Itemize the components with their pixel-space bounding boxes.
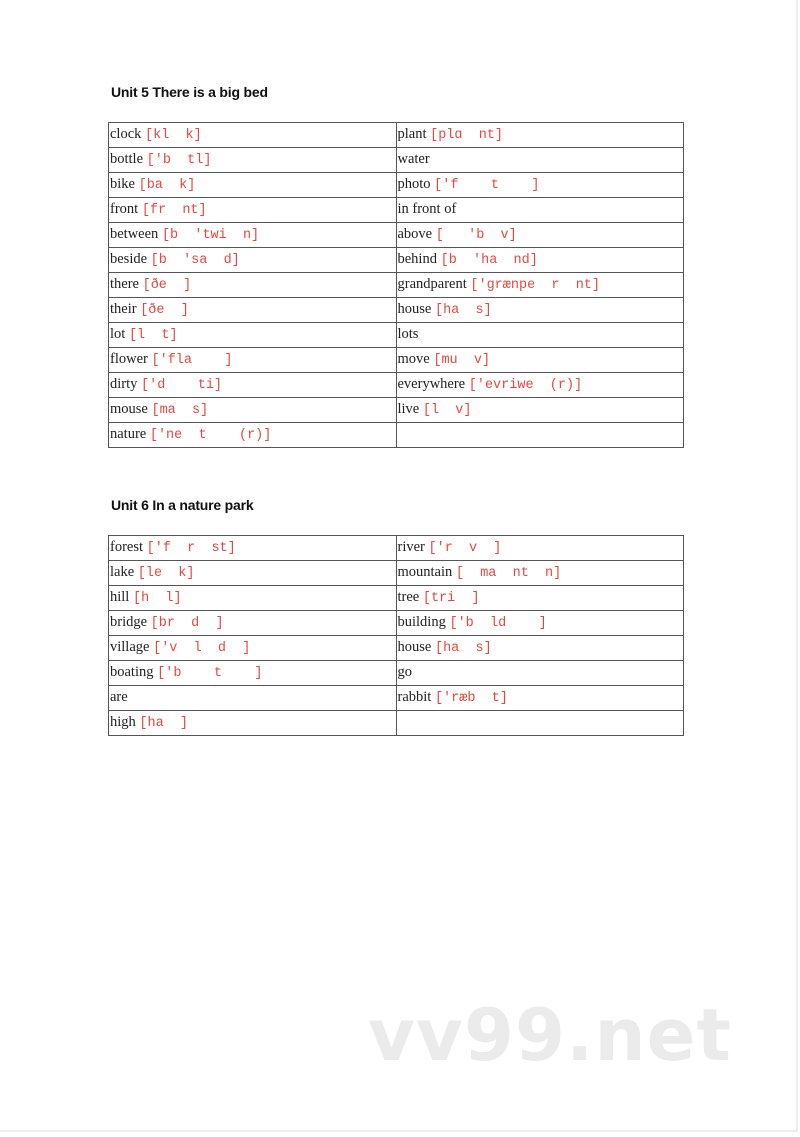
- vocab-word: building: [397, 614, 450, 630]
- vocab-cell: [109, 223, 397, 248]
- vocab-word: move: [397, 351, 434, 367]
- vocab-cell: [109, 373, 397, 398]
- table-row: [109, 636, 684, 661]
- vocab-word: go: [397, 664, 412, 680]
- vocab-cell: [396, 148, 684, 173]
- vocab-word: house: [397, 301, 435, 317]
- unit-5-title: Unit 5 There is a big bed: [111, 84, 268, 100]
- vocab-cell: [396, 373, 684, 398]
- table-row: [109, 298, 684, 323]
- unit-5-table-body: [109, 123, 684, 448]
- vocab-cell: [396, 298, 684, 323]
- vocab-phonetic: [le k]: [137, 566, 195, 581]
- unit-6-vocab-table: [108, 535, 684, 736]
- table-row: [109, 561, 684, 586]
- vocab-phonetic: ['b ld ]: [449, 616, 547, 631]
- vocab-phonetic: [ðe ]: [140, 303, 189, 318]
- vocab-phonetic: [b 'sa d]: [150, 253, 240, 268]
- vocab-word: boating: [110, 664, 158, 680]
- vocab-phonetic: [ma s]: [151, 403, 209, 418]
- vocab-cell: [396, 398, 684, 423]
- vocab-phonetic: [ ma nt n]: [455, 566, 562, 581]
- vocab-word: water: [397, 151, 430, 167]
- vocab-phonetic: [l t]: [128, 328, 178, 343]
- vocab-cell: [396, 273, 684, 298]
- vocab-word: behind: [397, 251, 441, 267]
- vocab-phonetic: ['r v ]: [428, 541, 502, 556]
- vocab-phonetic: [ðe ]: [142, 278, 192, 293]
- vocab-cell: [396, 123, 684, 148]
- vocab-cell: [396, 198, 684, 223]
- vocab-word: above: [397, 226, 436, 242]
- vocab-phonetic: ['v l d ]: [153, 641, 251, 656]
- vocab-cell: [396, 586, 684, 611]
- table-row: [109, 198, 684, 223]
- vocab-phonetic: [b 'ha nd]: [440, 253, 538, 268]
- vocab-word: hill: [110, 589, 133, 605]
- table-row: [109, 423, 684, 448]
- vocab-phonetic: ['f t ]: [434, 178, 540, 193]
- vocab-word: lots: [397, 326, 419, 342]
- vocab-phonetic: ['ne t (r)]: [149, 428, 272, 443]
- vocab-cell: [109, 711, 397, 736]
- table-row: [109, 398, 684, 423]
- vocab-phonetic: ['grænpe r nt]: [470, 278, 600, 293]
- vocab-cell: [396, 561, 684, 586]
- vocab-phonetic: [ba k]: [138, 178, 196, 193]
- vocab-phonetic: [ 'b v]: [435, 228, 517, 243]
- table-row: [109, 348, 684, 373]
- vocab-word: nature: [110, 426, 150, 442]
- table-row: [109, 536, 684, 561]
- vocab-cell: [109, 348, 397, 373]
- vocab-cell: [109, 148, 397, 173]
- vocab-word: are: [110, 689, 128, 705]
- vocab-phonetic: [b 'twi n]: [161, 228, 260, 243]
- unit-5-vocab-table: [108, 122, 684, 448]
- vocab-cell: [396, 323, 684, 348]
- vocab-cell: [396, 661, 684, 686]
- vocab-cell: [396, 611, 684, 636]
- vocab-word: in front of: [397, 201, 457, 217]
- table-row: [109, 586, 684, 611]
- table-row: [109, 373, 684, 398]
- vocab-word: their: [110, 301, 141, 317]
- vocab-phonetic: [h l]: [132, 591, 182, 606]
- vocab-cell: [109, 273, 397, 298]
- vocab-cell: [396, 636, 684, 661]
- vocab-word: house: [397, 639, 435, 655]
- vocab-word: between: [110, 226, 162, 242]
- vocab-word: beside: [110, 251, 151, 267]
- vocab-cell: [396, 686, 684, 711]
- vocab-cell: [109, 173, 397, 198]
- vocab-word: everywhere: [397, 376, 469, 392]
- vocab-phonetic: [l v]: [422, 403, 472, 418]
- vocab-word: village: [110, 639, 154, 655]
- vocab-cell: [109, 248, 397, 273]
- vocab-word: front: [110, 201, 142, 217]
- vocab-cell: [396, 348, 684, 373]
- vocab-phonetic: [kl k]: [145, 128, 202, 143]
- table-row: [109, 123, 684, 148]
- vocab-word: flower: [110, 351, 152, 367]
- vocab-cell: [109, 586, 397, 611]
- vocab-phonetic: [tri ]: [422, 591, 480, 606]
- vocab-phonetic: ['fla ]: [151, 353, 233, 368]
- vocab-word: dirty: [110, 376, 142, 392]
- table-row: [109, 661, 684, 686]
- vocab-word: tree: [397, 589, 423, 605]
- vocab-phonetic: [plɑ nt]: [430, 128, 504, 143]
- vocab-word: plant: [397, 126, 431, 142]
- vocab-cell: [109, 323, 397, 348]
- vocab-cell: [396, 248, 684, 273]
- vocab-cell: [109, 686, 397, 711]
- table-row: [109, 173, 684, 198]
- vocab-cell: [109, 298, 397, 323]
- vocab-cell: [109, 398, 397, 423]
- vocab-phonetic: ['b tl]: [146, 153, 212, 168]
- vocab-word: mountain: [397, 564, 456, 580]
- vocab-word: photo: [397, 176, 435, 192]
- vocab-phonetic: [br d ]: [150, 616, 224, 631]
- table-row: [109, 148, 684, 173]
- vocab-cell: [396, 173, 684, 198]
- vocab-cell: [109, 561, 397, 586]
- vocab-word: there: [110, 276, 143, 292]
- vocab-phonetic: [mu v]: [433, 353, 491, 368]
- vocab-cell: [396, 223, 684, 248]
- watermark: vv99.net: [368, 993, 732, 1077]
- vocab-word: river: [397, 539, 429, 555]
- unit-6-title: Unit 6 In a nature park: [111, 497, 254, 513]
- vocab-cell: [109, 636, 397, 661]
- vocab-phonetic: ['b t ]: [157, 666, 263, 681]
- vocab-phonetic: [ha s]: [434, 641, 492, 656]
- vocab-phonetic: [ha s]: [434, 303, 492, 318]
- vocab-phonetic: ['d ti]: [141, 378, 223, 393]
- vocab-cell: [396, 423, 684, 448]
- vocab-word: high: [110, 714, 140, 730]
- table-row: [109, 323, 684, 348]
- vocab-phonetic: [ha ]: [139, 716, 189, 731]
- vocab-word: bottle: [110, 151, 147, 167]
- vocab-cell: [109, 611, 397, 636]
- vocab-word: live: [397, 401, 423, 417]
- vocab-word: grandparent: [397, 276, 471, 292]
- table-row: [109, 611, 684, 636]
- table-row: [109, 711, 684, 736]
- table-row: [109, 223, 684, 248]
- vocab-word: forest: [110, 539, 147, 555]
- vocab-word: lot: [110, 326, 129, 342]
- vocab-cell: [109, 123, 397, 148]
- vocab-cell: [109, 536, 397, 561]
- table-row: [109, 686, 684, 711]
- vocab-word: mouse: [110, 401, 152, 417]
- table-row: [109, 248, 684, 273]
- vocab-phonetic: ['ræb t]: [434, 691, 508, 706]
- vocab-word: lake: [110, 564, 138, 580]
- vocab-cell: [109, 423, 397, 448]
- vocab-phonetic: ['f r st]: [146, 541, 236, 556]
- vocab-cell: [396, 536, 684, 561]
- unit-6-table-body: [109, 536, 684, 736]
- table-row: [109, 273, 684, 298]
- vocab-cell: [109, 198, 397, 223]
- vocab-word: rabbit: [397, 689, 435, 705]
- vocab-phonetic: ['evriwe (r)]: [468, 378, 583, 393]
- vocab-cell: [396, 711, 684, 736]
- vocab-word: clock: [110, 126, 146, 142]
- vocab-word: bridge: [110, 614, 151, 630]
- vocab-word: bike: [110, 176, 139, 192]
- vocab-phonetic: [fr nt]: [141, 203, 207, 218]
- vocab-cell: [109, 661, 397, 686]
